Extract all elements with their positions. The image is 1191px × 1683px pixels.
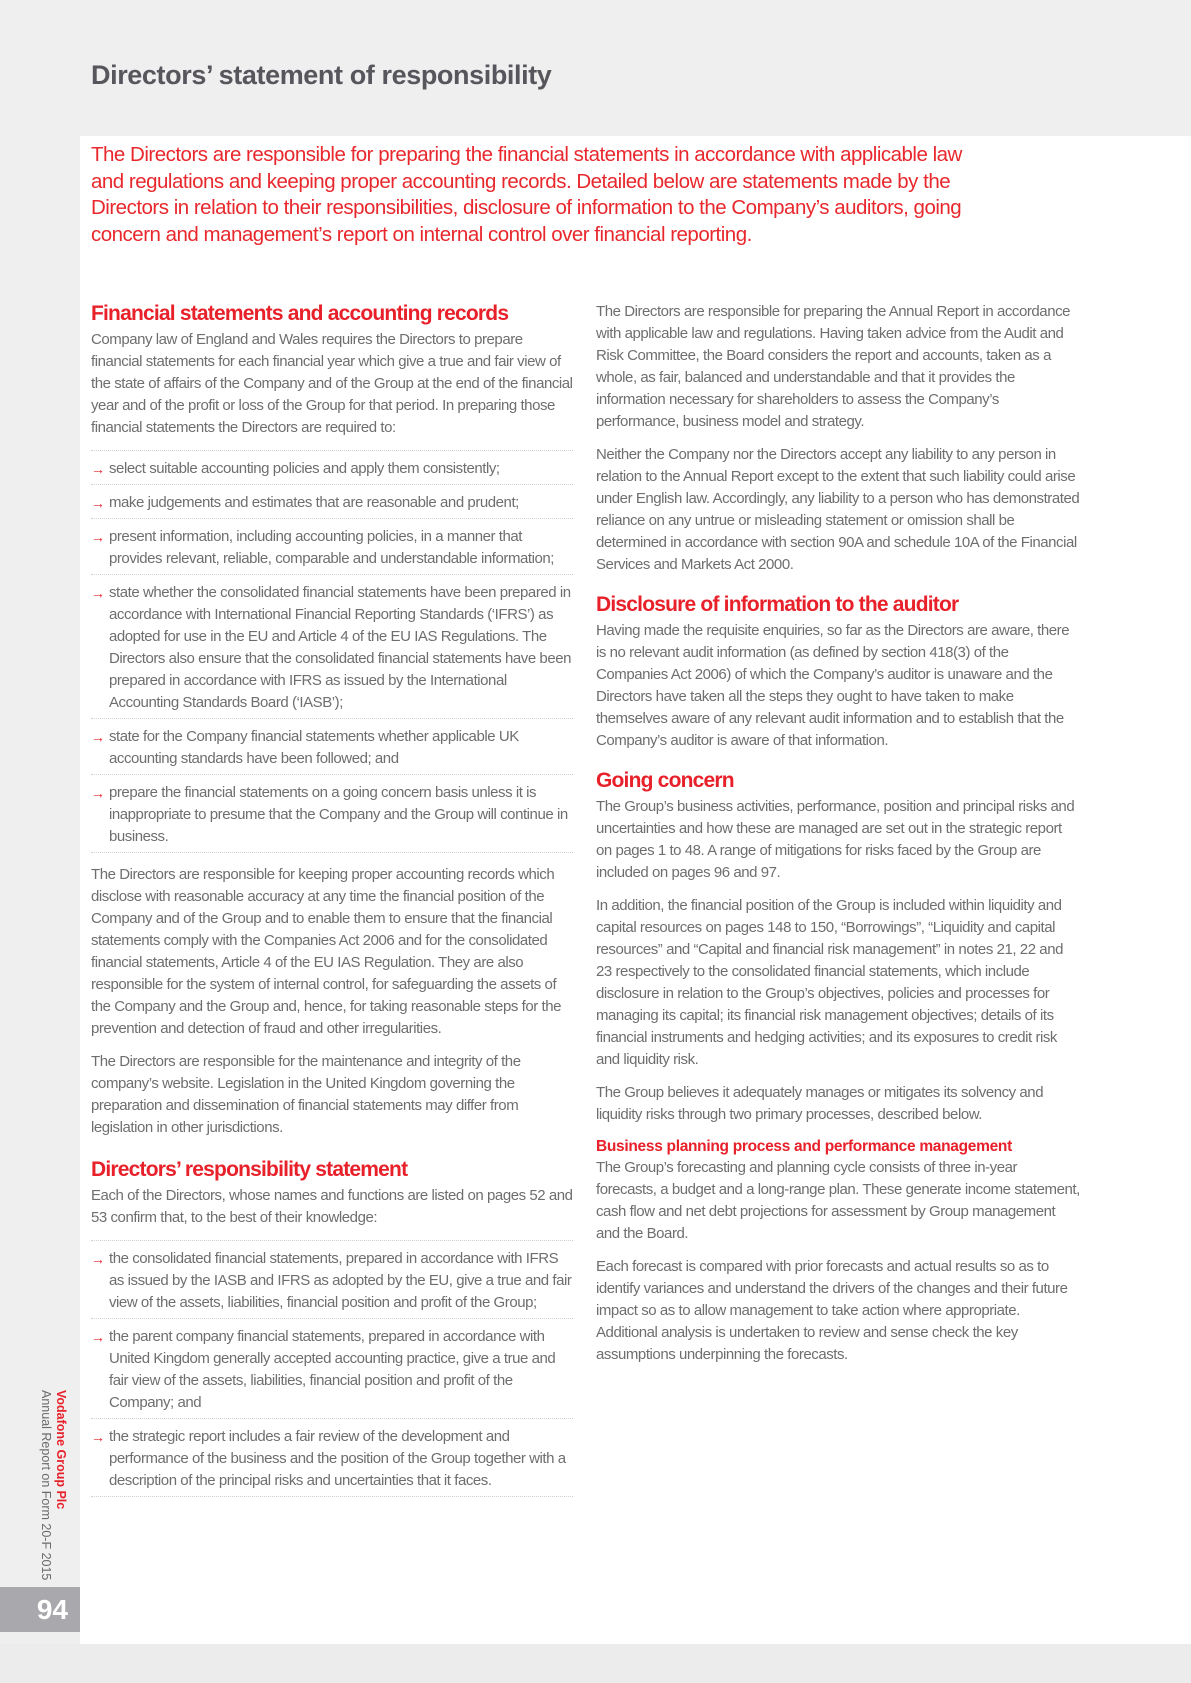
confirmations-list — [91, 1240, 573, 1497]
section-responsibility-statement — [91, 1157, 573, 1497]
footer-band — [0, 1644, 1191, 1683]
list-item: → state for the Company financial statements whether applicable UK accounting standards have been followed; and — [91, 719, 573, 775]
section-heading: Directors’ responsibility statement — [91, 1158, 408, 1181]
list-item: → select suitable accounting policies and apply them consistently; — [91, 451, 573, 485]
list-item: → the strategic report includes a fair review of the development and performance of the business and the position of the Group together with a description of the principal risks and uncertainties that it faces. — [91, 1419, 573, 1497]
arrow-right-icon: → — [91, 785, 105, 801]
page-number: 94 — [0, 1587, 80, 1632]
liability-paragraph: Neither the Company nor the Directors accept any liability to any person in relation to the Annual Report except to the extent that such liability could arise under English law. Accordingly, any liability to a person who has demonstrated reliance on any untrue or misleading statement or omission shall be determined in accordance with section 90A and schedule 10A of the Financial Services and Markets Act 2000. — [596, 446, 1080, 573]
arrow-right-icon: → — [91, 529, 105, 545]
going-concern-paragraph-1: The Group’s business activities, performance, position and principal risks and uncertainties and how these are managed are set out in the strategic report on pages 1 to 48. A range of mitigations for risks faced by the Group are included on pages 96 and 97. — [596, 798, 1075, 881]
page-title: Directors’ statement of responsibility — [91, 60, 552, 90]
section-going-concern — [596, 768, 1081, 1126]
section-heading: Going concern — [596, 769, 734, 792]
disclosure-paragraph: Having made the requisite enquiries, so far as the Directors are aware, there is no relevant audit information (as defined by section 418(3) of the Companies Act 2006) of which the Company’s auditor is unaware and the Directors have taken all the steps they ought to have taken to make themselves aware of any relevant audit information and to establish that the Company’s auditor is aware of that information. — [596, 622, 1070, 749]
business-planning-paragraph-2: Each forecast is compared with prior forecasts and actual results so as to identify variances and understand the drivers of the changes and their future impact so as to allow management to take action where appropriate. Additional analysis is undertaken to review and sense check the key assumptions underpinning the forecasts. — [596, 1258, 1068, 1363]
company-name: Vodafone Group Plc — [54, 1390, 68, 1510]
report-name: Annual Report on Form 20-F 2015 — [39, 1390, 53, 1581]
side-report-label — [38, 1390, 70, 1581]
arrow-right-icon: → — [91, 1329, 105, 1345]
accounting-records-paragraph: The Directors are responsible for keeping proper accounting records which disclose with reasonable accuracy at any time the financial position of the Company and of the Group and to enable them to ensure that the financial statements comply with the Companies Act 2006 and for the consolidated financial statements, Article 4 of the EU IAS Regulation. They are also responsible for the system of internal control, for safeguarding the assets of the Company and the Group and, hence, for taking reasonable steps for the prevention and detection of fraud and other irregularities. — [91, 866, 561, 1037]
section-intro: Company law of England and Wales requires the Directors to prepare financial statements for each financial year which give a true and fair view of the state of affairs of the Company and of the Group at the end of the financial year and of the profit or loss of the Group for that period. In preparing those financial statements the Directors are required to: — [91, 331, 573, 436]
section-heading: Disclosure of information to the auditor — [596, 593, 959, 616]
arrow-right-icon: → — [91, 585, 105, 601]
list-item: → the parent company financial statements, prepared in accordance with United Kingdom generally accepted accounting practice, give a true and fair view of the assets, liabilities, financial position and profit of the Company; and — [91, 1319, 573, 1419]
section-heading: Financial statements and accounting records — [91, 302, 509, 325]
list-item: → prepare the financial statements on a going concern basis unless it is inappropriate to presume that the Company and the Group will continue in business. — [91, 775, 573, 853]
required-actions-list — [91, 450, 573, 853]
business-planning-paragraph-1: The Group’s forecasting and planning cycle consists of three in-year forecasts, a budget and a long-range plan. These generate income statement, cash flow and net debt projections for assessment by Group management and the Board. — [596, 1159, 1080, 1242]
arrow-right-icon: → — [91, 1429, 105, 1445]
section-business-planning — [596, 1137, 1081, 1366]
section-financial-statements — [91, 301, 573, 1139]
annual-report-paragraph: The Directors are responsible for preparing the Annual Report in accordance with applicable law and regulations. Having taken advice from the Audit and Risk Committee, the Board considers the report and accounts, taken as a whole, as fair, balanced and understandable and that it provides the information necessary for shareholders to assess the Company’s performance, business model and strategy. — [596, 303, 1071, 430]
left-column — [91, 301, 573, 1508]
list-item: → state whether the consolidated financial statements have been prepared in accordance with International Financial Reporting Standards (‘IFRS’) as adopted for use in the EU and Article 4 of the EU IAS Regulations. The Directors also ensure that the consolidated financial statements have been prepared in accordance with IFRS as issued by the International Accounting Standards Board (‘IASB’); — [91, 575, 573, 719]
website-paragraph: The Directors are responsible for the maintenance and integrity of the company’s website. Legislation in the United Kingdom governing the preparation and dissemination of financial statements may differ from legislation in other jurisdictions. — [91, 1053, 521, 1136]
subsection-heading: Business planning process and performance management — [596, 1138, 1012, 1155]
list-item: → present information, including accounting policies, in a manner that provides relevant, reliable, comparable and understandable information; — [91, 519, 573, 575]
arrow-right-icon: → — [91, 461, 105, 477]
going-concern-paragraph-3: The Group believes it adequately manages or mitigates its solvency and liquidity risks through two primary processes, described below. — [596, 1084, 1044, 1123]
intro-statement: The Directors are responsible for preparing the financial statements in accordance with applicable law and regulations and keeping proper accounting records. Detailed below are statements made by the Directors in relation to their responsibilities, disclosure of information to the Company’s auditors, going concern and management’s report on internal control over financial reporting. — [91, 143, 962, 246]
list-item: → the consolidated financial statements, prepared in accordance with IFRS as issued by the IASB and IFRS as adopted by the EU, give a true and fair view of the assets, liabilities, financial position and profit of the Group; — [91, 1241, 573, 1319]
going-concern-paragraph-2: In addition, the financial position of the Group is included within liquidity and capital resources on pages 148 to 150, “Borrowings”, “Liquidity and capital resources” and “Capital and financial risk management” in notes 21, 22 and 23 respectively to the consolidated financial statements, which include disclosure in relation to the Group’s objectives, policies and processes for managing its capital; its financial risk management objectives; details of its financial instruments and hedging activities; and its exposures to credit risk and liquidity risk. — [596, 897, 1063, 1068]
arrow-right-icon: → — [91, 729, 105, 745]
section-intro: Each of the Directors, whose names and functions are listed on pages 52 and 53 confirm that, to the best of their knowledge: — [91, 1187, 573, 1226]
arrow-right-icon: → — [91, 1251, 105, 1267]
arrow-right-icon: → — [91, 495, 105, 511]
list-item: → make judgements and estimates that are reasonable and prudent; — [91, 485, 573, 519]
section-disclosure — [596, 592, 1081, 752]
right-column — [596, 301, 1081, 1377]
